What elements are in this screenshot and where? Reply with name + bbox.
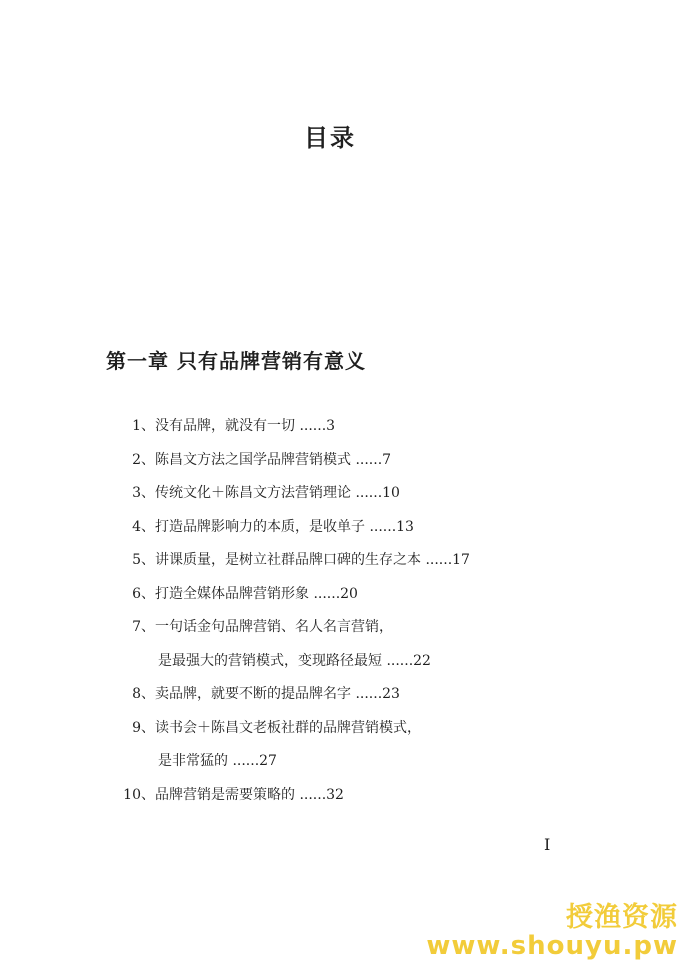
page-title: 目录 [304, 123, 356, 152]
toc-item-number: 5、 [132, 552, 155, 568]
toc-item-text: 传统文化＋陈昌文方法营销理论 ......10 [155, 485, 400, 501]
toc-item [0, 578, 688, 612]
toc-item-text: 打造全媒体品牌营销形象 ......20 [155, 585, 358, 602]
toc-item-text: 品牌营销是需要策略的 ......32 [155, 786, 344, 803]
toc-item-text: 是最强大的营销模式，变现路径最短 ......22 [158, 652, 431, 669]
toc-item [0, 477, 688, 511]
toc-item-text: 讲课质量，是树立社群品牌口碑的生存之本 ......17 [155, 552, 470, 568]
toc-item-number: 6、 [132, 585, 155, 602]
toc-item-text: 没有品牌，就没有一切 ......3 [155, 418, 336, 434]
toc-item-text: 读书会＋陈昌文老板社群的品牌营销模式， [155, 719, 421, 736]
toc-item [0, 779, 688, 813]
toc-item-number: 3、 [132, 485, 155, 501]
toc-list [0, 410, 688, 812]
toc-item-text: 一句话金句品牌营销、名人名言营销， [155, 619, 393, 635]
toc-item-text: 是非常猛的 ......27 [158, 753, 277, 769]
watermark [426, 903, 678, 961]
toc-item-number: 4、 [132, 518, 155, 535]
toc-item-number: 10、 [123, 786, 155, 803]
watermark-text: 授渔资源 [566, 901, 678, 933]
toc-item [0, 410, 688, 444]
toc-item-number: 1、 [132, 418, 155, 434]
toc-item [0, 544, 688, 578]
toc-item [0, 511, 688, 545]
toc-item-number: 7、 [132, 619, 155, 635]
page-number: I [544, 835, 551, 854]
toc-item [0, 712, 688, 746]
toc-item-continuation [0, 745, 688, 779]
toc-item [0, 678, 688, 712]
watermark-url: www.shouyu.pw [426, 931, 678, 962]
chapter-heading: 第一章 只有品牌营销有意义 [106, 349, 366, 373]
toc-item-text: 陈昌文方法之国学品牌营销模式 ......7 [155, 451, 392, 468]
toc-item-number: 9、 [132, 719, 155, 736]
toc-item-number: 2、 [132, 451, 155, 468]
toc-item-text: 打造品牌影响力的本质，是收单子 ......13 [155, 518, 414, 535]
toc-item-continuation [0, 645, 688, 679]
toc-item-text: 卖品牌，就要不断的提品牌名字 ......23 [155, 686, 400, 702]
toc-item-number: 8、 [132, 686, 155, 702]
toc-item [0, 444, 688, 478]
toc-item [0, 611, 688, 645]
